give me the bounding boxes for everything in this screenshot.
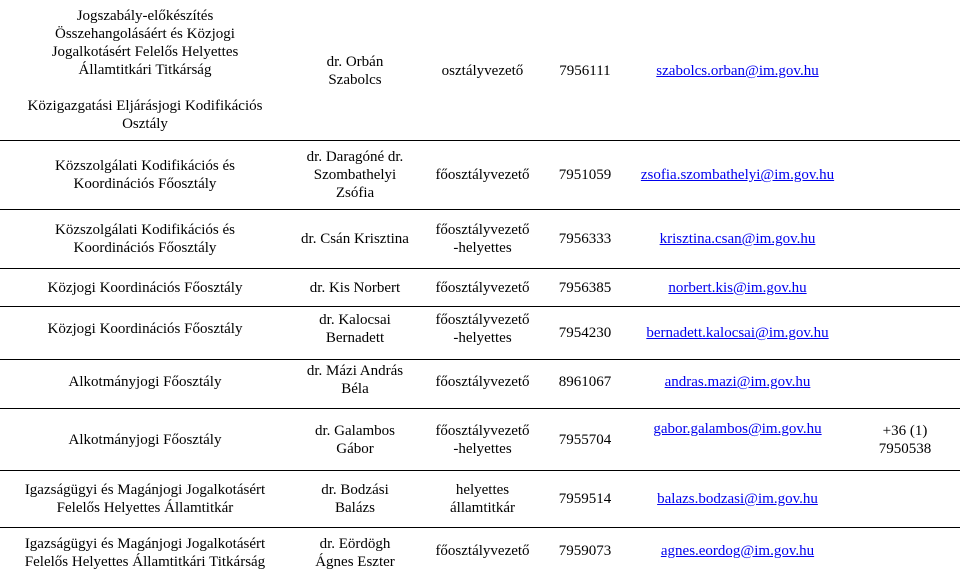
email-link[interactable]: agnes.eordog@im.gov.hu [660,543,815,559]
name-cell: dr. Daragóné dr. Szombathelyi Zsófia [306,149,404,201]
contact-row [0,528,960,581]
position-cell: főosztályvezető -helyettes [435,422,530,457]
unit-cell: Alkotmányjogi Főosztály [68,374,222,390]
phone-cell: 7956111 [559,63,611,79]
name-cell: dr. Csán Krisztina [301,231,409,247]
unit-cell: Igazságügyi és Magánjogi Jogalkotásért Felelős Helyettes Államtitkári Titkárság [24,536,266,570]
position-cell: főosztályvezető [435,167,530,183]
position-cell: főosztályvezető [435,279,530,296]
email-link[interactable]: szabolcs.orban@im.gov.hu [656,63,819,79]
unit-cell: Közszolgálati Kodifikációs és Koordinációs Főosztály [55,222,235,256]
contact-row [0,471,960,527]
email-link[interactable]: gabor.galambos@im.gov.hu [653,421,822,437]
position-cell: osztályvezető [441,63,524,79]
email-link[interactable]: zsofia.szombathelyi@im.gov.hu [640,167,835,183]
position-cell: helyettes államtitkár [450,482,515,516]
contact-row [0,210,960,268]
position-cell: főosztályvezető [435,374,530,390]
unit-cell: Alkotmányjogi Főosztály [68,431,222,448]
contact-row [0,269,960,306]
contact-row [0,141,960,209]
unit-cell: Közjogi Koordinációs Főosztály [47,321,243,337]
phone-cell: 7956333 [558,231,612,247]
email-link[interactable]: balazs.bodzasi@im.gov.hu [657,491,818,507]
phone-cell: 7956385 [558,279,612,296]
position-cell: főosztályvezető -helyettes [435,312,530,346]
unit-cell: Közszolgálati Kodifikációs és Koordinációs Főosztály [55,158,235,192]
name-cell: dr. Eördögh Ágnes Eszter [315,536,395,570]
name-cell: dr. Kalocsai Bernadett [319,312,391,346]
position-cell: főosztályvezető -helyettes [435,222,530,256]
name-cell: dr. Bodzási Balázs [321,482,389,516]
mobile-phone-cell: +36 (1) 7950538 [878,422,932,457]
contact-row [0,409,960,470]
email-link[interactable]: bernadett.kalocsai@im.gov.hu [646,325,829,341]
name-cell: dr. Kis Norbert [309,279,401,296]
phone-cell: 7959514 [558,491,612,507]
name-cell: dr. Orbán Szabolcs [326,54,384,88]
unit-cell: Jogszabály-előkészítés Összehangolásáért és Közjogi Jogalkotásért Felelős Helyettes Államtitkári Titkárság Közigazgatási Eljárásjogi Kodifikációs Osztály [27,8,263,132]
email-link[interactable]: norbert.kis@im.gov.hu [668,279,807,296]
position-cell: főosztályvezető [435,543,530,559]
unit-cell: Közjogi Koordinációs Főosztály [47,279,243,296]
name-cell: dr. Galambos Gábor [315,422,395,457]
phone-cell: 7959073 [558,543,612,559]
contact-row [0,0,960,140]
contact-row [0,307,960,359]
unit-cell: Igazságügyi és Magánjogi Jogalkotásért Felelős Helyettes Államtitkár [24,482,266,516]
phone-cell: 7951059 [558,167,612,183]
phone-cell: 7955704 [558,431,612,448]
email-link[interactable]: krisztina.csan@im.gov.hu [659,231,816,247]
phone-cell: 8961067 [558,374,612,390]
email-link[interactable]: andras.mazi@im.gov.hu [664,374,811,390]
contact-row [0,360,960,408]
phone-cell: 7954230 [558,325,612,341]
name-cell: dr. Mázi András Béla [306,363,404,397]
